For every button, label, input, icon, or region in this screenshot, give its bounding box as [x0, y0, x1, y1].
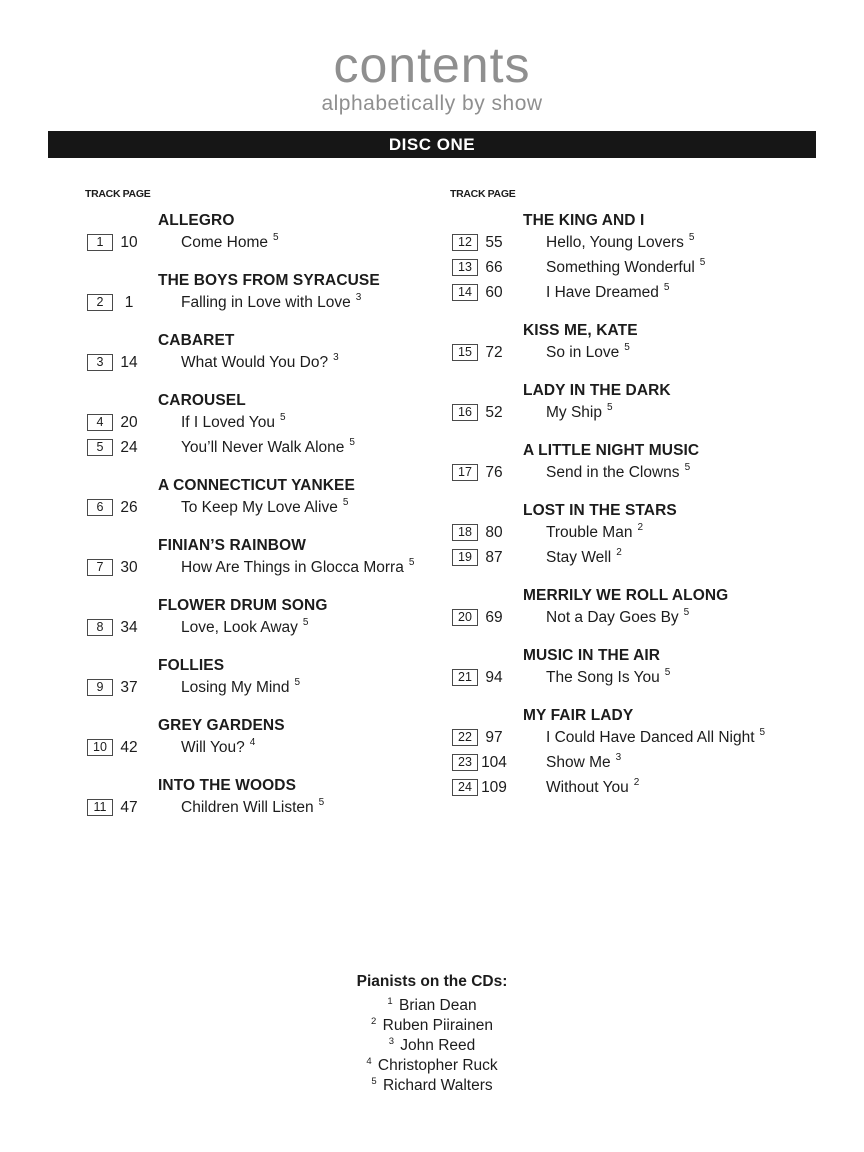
- pianist-name: Richard Walters: [378, 1077, 493, 1094]
- song-row: [85, 290, 450, 315]
- song-row: [85, 735, 450, 760]
- page-number: 104: [481, 753, 507, 771]
- page-number: 66: [485, 258, 503, 276]
- page-header: [0, 0, 864, 116]
- track-number-box: 8: [87, 619, 113, 636]
- track-number-box: 21: [452, 669, 478, 686]
- track-number-box: 6: [87, 499, 113, 516]
- page-column-header: PAGE: [487, 188, 516, 200]
- track-number-box: 17: [452, 464, 478, 481]
- pianist-superscript: 3: [333, 352, 339, 364]
- pianist-superscript: 5: [294, 677, 301, 689]
- song-row: [85, 410, 450, 435]
- page-number: 87: [485, 548, 503, 566]
- pianist-superscript: 2: [633, 777, 640, 789]
- show-entry: [85, 211, 450, 255]
- pianist-superscript: 5: [624, 342, 630, 354]
- track-number-box: 16: [452, 404, 478, 421]
- show-title: MUSIC IN THE AIR: [523, 647, 661, 664]
- track-number-box: 24: [452, 779, 478, 796]
- pianist-superscript: 5: [664, 667, 671, 679]
- show-list: [85, 211, 450, 820]
- track-number-box: 12: [452, 234, 478, 251]
- pianist-superscript: 2: [637, 522, 644, 534]
- track-column-header: TRACK: [450, 188, 486, 200]
- show-title: MERRILY WE ROLL ALONG: [523, 587, 729, 604]
- show-entry: [85, 391, 450, 460]
- show-entry: [85, 476, 450, 520]
- song-row: [450, 665, 815, 690]
- track-number-box: 4: [87, 414, 113, 431]
- track-number-box: 1: [87, 234, 113, 251]
- pianist-entry: [0, 1036, 864, 1056]
- song-row: [450, 520, 815, 545]
- toc-columns: [0, 188, 864, 836]
- song-title: Will You? $^4$: [181, 737, 256, 756]
- song-title: If I Loved You $^5$: [181, 412, 286, 431]
- page-number: 37: [120, 678, 138, 696]
- pianist-superscript: 5: [408, 557, 415, 569]
- song-row: [85, 230, 450, 255]
- song-row: [450, 255, 815, 280]
- page-subtitle: alphabetically by show: [321, 92, 543, 115]
- song-title: How Are Things in Glocca Morra $^5$: [181, 557, 415, 576]
- song-row: [85, 495, 450, 520]
- song-row: [85, 795, 450, 820]
- track-number-box: 20: [452, 609, 478, 626]
- track-number-box: 19: [452, 549, 478, 566]
- song-row: [450, 230, 815, 255]
- track-number-box: 18: [452, 524, 478, 541]
- song-title: Children Will Listen $^5$: [181, 797, 325, 816]
- pianist-name: Brian Dean: [394, 997, 477, 1014]
- track-number-box: 11: [87, 799, 113, 816]
- show-title: LOST IN THE STARS: [523, 502, 677, 519]
- show-title: THE BOYS FROM SYRACUSE: [158, 272, 380, 289]
- track-number-box: 23: [452, 754, 478, 771]
- pianist-superscript: 5: [273, 232, 279, 244]
- column-headers: [450, 188, 815, 201]
- pianist-superscript: 5: [342, 497, 349, 509]
- pianist-superscript: 5: [279, 412, 286, 424]
- song-row: [450, 605, 815, 630]
- column-headers: [85, 188, 450, 201]
- pianist-entry: [0, 1056, 864, 1076]
- pianist-superscript: 5: [759, 727, 766, 739]
- song-row: [450, 400, 815, 425]
- page-number: 20: [120, 413, 138, 431]
- track-number-box: 3: [87, 354, 113, 371]
- page-number: 34: [120, 618, 138, 636]
- page-title: contents: [333, 37, 531, 93]
- pianist-number: 5: [371, 1075, 377, 1087]
- song-row: [450, 340, 815, 365]
- show-entry: [85, 656, 450, 700]
- song-title: Come Home $^5$: [181, 232, 279, 251]
- show-title: A CONNECTICUT YANKEE: [158, 477, 355, 494]
- pianist-superscript: 5: [684, 462, 691, 474]
- track-number-box: 14: [452, 284, 478, 301]
- page-number: 94: [485, 668, 503, 686]
- show-entry: [85, 596, 450, 640]
- show-title: THE KING AND I: [523, 212, 645, 229]
- track-column-header: TRACK: [85, 188, 121, 200]
- page-number: 1: [124, 293, 134, 311]
- page-number: 14: [120, 353, 138, 371]
- show-entry: [85, 776, 450, 820]
- song-title: Hello, Young Lovers $^5$: [546, 232, 695, 251]
- pianist-superscript: 5: [699, 257, 706, 269]
- song-row: [450, 280, 815, 305]
- show-title: FINIAN’S RAINBOW: [158, 537, 306, 554]
- page-number: 42: [120, 738, 138, 756]
- show-entry: [450, 501, 815, 570]
- song-row: [450, 725, 815, 750]
- show-entry: [450, 211, 815, 305]
- disc-banner-label: DISC ONE: [388, 134, 476, 154]
- show-title: A LITTLE NIGHT MUSIC: [523, 442, 700, 459]
- show-title: INTO THE WOODS: [158, 777, 297, 794]
- song-row: [450, 460, 815, 485]
- pianist-superscript: 5: [663, 282, 670, 294]
- song-title: Love, Look Away $^5$: [181, 617, 309, 636]
- track-number-box: 2: [87, 294, 113, 311]
- page-number: 52: [485, 403, 503, 421]
- page-number: 76: [485, 463, 503, 481]
- track-number-box: 5: [87, 439, 113, 456]
- pianist-entry: [0, 1016, 864, 1036]
- page-number: 60: [485, 283, 503, 301]
- pianists-heading: Pianists on the CDs:: [356, 973, 508, 990]
- song-title: Without You $^2$: [546, 777, 640, 796]
- track-number-box: 9: [87, 679, 113, 696]
- track-number-box: 13: [452, 259, 478, 276]
- song-title: To Keep My Love Alive $^5$: [181, 497, 349, 516]
- pianist-superscript: 5: [683, 607, 690, 619]
- show-entry: [450, 321, 815, 365]
- show-title: MY FAIR LADY: [523, 707, 634, 724]
- song-row: [85, 350, 450, 375]
- page-number: 80: [485, 523, 503, 541]
- song-title: My Ship $^5$: [546, 402, 613, 421]
- page-number: 97: [485, 728, 503, 746]
- song-row: [85, 435, 450, 460]
- show-entry: [450, 706, 815, 800]
- pianist-superscript: 5: [302, 617, 309, 629]
- pianist-superscript: 5: [349, 437, 355, 449]
- pianist-name: Christopher Ruck: [373, 1057, 498, 1074]
- pianist-name: John Reed: [396, 1037, 476, 1054]
- show-title: FLOWER DRUM SONG: [158, 597, 328, 614]
- show-title: FOLLIES: [158, 657, 225, 674]
- toc-column-right: [450, 188, 815, 836]
- pianist-superscript: 5: [607, 402, 613, 414]
- show-title: LADY IN THE DARK: [523, 382, 671, 399]
- song-title: Show Me $^3$: [546, 752, 622, 771]
- pianist-superscript: 2: [616, 547, 622, 559]
- song-row: [85, 615, 450, 640]
- page-number: 72: [485, 343, 503, 361]
- show-title: CABARET: [158, 332, 235, 349]
- show-entry: [450, 381, 815, 425]
- song-row: [85, 675, 450, 700]
- pianist-name: Ruben Piirainen: [378, 1017, 493, 1034]
- show-title: GREY GARDENS: [158, 717, 285, 734]
- track-number-box: 7: [87, 559, 113, 576]
- pianist-number: 2: [371, 1015, 377, 1027]
- song-title: Trouble Man $^2$: [546, 522, 644, 541]
- page-number: 10: [120, 233, 138, 251]
- song-title: Something Wonderful $^5$: [546, 257, 706, 276]
- pianist-superscript: 5: [688, 232, 695, 244]
- song-title: What Would You Do? $^3$: [181, 352, 339, 371]
- pianists-footer: [0, 972, 864, 1096]
- show-entry: [450, 646, 815, 690]
- show-entry: [85, 331, 450, 375]
- song-row: [450, 545, 815, 570]
- pianist-superscript: 4: [249, 737, 256, 749]
- pianist-number: 1: [387, 995, 393, 1007]
- pianist-number: 3: [388, 1035, 394, 1047]
- pianist-entry: [0, 996, 864, 1016]
- song-title: Falling in Love with Love $^3$: [181, 292, 362, 311]
- page-number: 55: [485, 233, 503, 251]
- show-title: KISS ME, KATE: [523, 322, 638, 339]
- page-number: 69: [485, 608, 503, 626]
- song-title: The Song Is You $^5$: [546, 667, 671, 686]
- show-list: [450, 211, 815, 800]
- pianist-entry: [0, 1076, 864, 1096]
- page-number: 26: [120, 498, 138, 516]
- disc-banner: [48, 131, 816, 158]
- song-title: Send in the Clowns $^5$: [546, 462, 691, 481]
- page-number: 109: [481, 778, 507, 796]
- pianist-superscript: 3: [355, 292, 362, 304]
- show-entry: [450, 586, 815, 630]
- page-number: 24: [120, 438, 138, 456]
- song-title: I Could Have Danced All Night $^5$: [546, 727, 766, 746]
- song-title: So in Love $^5$: [546, 342, 630, 361]
- toc-column-left: [85, 188, 450, 836]
- song-title: You’ll Never Walk Alone $^5$: [181, 437, 355, 456]
- pianist-number: 4: [366, 1055, 372, 1067]
- page-column-header: PAGE: [122, 188, 151, 200]
- song-row: [450, 775, 815, 800]
- page-number: 47: [120, 798, 138, 816]
- song-title: Not a Day Goes By $^5$: [546, 607, 690, 626]
- track-number-box: 22: [452, 729, 478, 746]
- track-number-box: 15: [452, 344, 478, 361]
- page-number: 30: [120, 558, 138, 576]
- song-title: I Have Dreamed $^5$: [546, 282, 670, 301]
- show-title: CAROUSEL: [158, 392, 246, 409]
- song-row: [85, 555, 450, 580]
- track-number-box: 10: [87, 739, 113, 756]
- song-title: Stay Well $^2$: [546, 547, 622, 566]
- pianist-superscript: 5: [318, 797, 325, 809]
- song-title: Losing My Mind $^5$: [181, 677, 301, 696]
- song-row: [450, 750, 815, 775]
- pianist-list: [0, 996, 864, 1096]
- show-entry: [85, 271, 450, 315]
- show-title: ALLEGRO: [158, 212, 235, 229]
- pianist-superscript: 3: [615, 752, 622, 764]
- show-entry: [85, 716, 450, 760]
- show-entry: [85, 536, 450, 580]
- show-entry: [450, 441, 815, 485]
